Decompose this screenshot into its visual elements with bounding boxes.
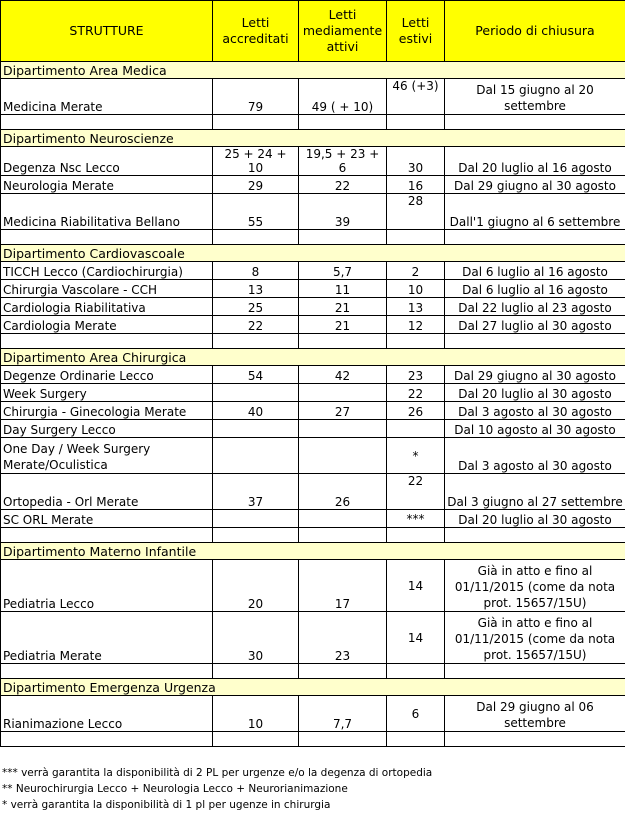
cell-accreditati: 30: [213, 612, 299, 664]
cell-name: Neurologia Merate: [1, 176, 213, 194]
cell-estivi: *: [387, 438, 445, 474]
spacer-row: [1, 528, 625, 543]
cell-name: Degenza Nsc Lecco: [1, 147, 213, 176]
table-row: [1, 194, 625, 230]
cell-periodo: Dall'1 giugno al 6 settembre: [445, 194, 625, 230]
footnote-triple-star: *** verrà garantita la disponibilità di 2 PL per urgenze e/o la degenza di ortopedia: [2, 767, 433, 779]
cell-attivi: 17: [299, 560, 387, 612]
cell-accreditati: 37: [213, 474, 299, 510]
cell-estivi: 12: [387, 316, 445, 334]
cell-accreditati: [213, 384, 299, 402]
cell-attivi: 11: [299, 280, 387, 298]
cell-name: Ortopedia - Orl Merate: [1, 474, 213, 510]
cell-attivi: [299, 510, 387, 528]
cell-periodo: Dal 20 luglio al 30 agosto: [445, 384, 625, 402]
cell-attivi: [299, 438, 387, 474]
cell-accreditati: 25: [213, 298, 299, 316]
table-row: [1, 510, 625, 528]
table-row: [1, 560, 625, 612]
table-row: [1, 280, 625, 298]
table-row: [1, 402, 625, 420]
cell-attivi: 21: [299, 298, 387, 316]
cell-estivi: 46 (+3): [387, 79, 445, 115]
cell-estivi: 22: [387, 474, 445, 510]
cell-periodo: Dal 29 giugno al 30 agosto: [445, 176, 625, 194]
cell-name: Chirurgia - Ginecologia Merate: [1, 402, 213, 420]
table-row: [1, 366, 625, 384]
spacer-row: [1, 664, 625, 679]
spacer-row: [1, 334, 625, 349]
cell-accreditati: 8: [213, 262, 299, 280]
header-periodo-chiusura: Periodo di chiusura: [445, 1, 625, 62]
cell-estivi: 28: [387, 194, 445, 230]
cell-accreditati: 54: [213, 366, 299, 384]
cell-periodo: Dal 15 giugno al 20 settembre: [445, 79, 625, 115]
cell-accreditati: [213, 420, 299, 438]
cell-name: Rianimazione Lecco: [1, 696, 213, 732]
cell-accreditati: 10: [213, 696, 299, 732]
cell-periodo: Dal 20 luglio al 16 agosto: [445, 147, 625, 176]
dept-materno-infantile: Dipartimento Materno Infantile: [1, 543, 625, 560]
cell-accreditati: 79: [213, 79, 299, 115]
cell-periodo: Dal 29 giugno al 06 settembre: [445, 696, 625, 732]
dept-neuroscienze: Dipartimento Neuroscienze: [1, 130, 625, 147]
cell-estivi: 6: [387, 696, 445, 732]
cell-attivi: 7,7: [299, 696, 387, 732]
cell-attivi: 26: [299, 474, 387, 510]
dept-emergenza-urgenza: Dipartimento Emergenza Urgenza: [1, 679, 625, 696]
cell-attivi: [299, 384, 387, 402]
table-row: [1, 474, 625, 510]
table-row: [1, 147, 625, 176]
cell-name: TICCH Lecco (Cardiochirurgia): [1, 262, 213, 280]
cell-estivi: 10: [387, 280, 445, 298]
dept-row: [1, 349, 625, 366]
cell-attivi: 22: [299, 176, 387, 194]
footnote-double-star: ** Neurochirurgia Lecco + Neurologia Lecco + Neurorianimazione: [2, 783, 348, 795]
cell-periodo: Dal 22 luglio al 23 agosto: [445, 298, 625, 316]
cell-periodo: Dal 10 agosto al 30 agosto: [445, 420, 625, 438]
cell-attivi: 19,5 + 23 + 6: [299, 147, 387, 176]
cell-periodo: Dal 6 luglio al 16 agosto: [445, 262, 625, 280]
table-row: [1, 316, 625, 334]
cell-name: Degenze Ordinarie Lecco: [1, 366, 213, 384]
spacer-row: [1, 115, 625, 130]
cell-estivi: [387, 420, 445, 438]
cell-periodo: Dal 27 luglio al 30 agosto: [445, 316, 625, 334]
cell-attivi: 42: [299, 366, 387, 384]
cell-estivi: 2: [387, 262, 445, 280]
cell-name: Pediatria Lecco: [1, 560, 213, 612]
cell-attivi: 21: [299, 316, 387, 334]
table-row: [1, 612, 625, 664]
table-row: [1, 176, 625, 194]
table-row: [1, 696, 625, 732]
cell-name: Week Surgery: [1, 384, 213, 402]
cell-estivi: 23: [387, 366, 445, 384]
cell-attivi: 39: [299, 194, 387, 230]
cell-accreditati: 55: [213, 194, 299, 230]
table-row: [1, 298, 625, 316]
cell-name: Pediatria Merate: [1, 612, 213, 664]
dept-row: [1, 245, 625, 262]
cell-periodo: Già in atto e fino al 01/11/2015 (come da nota prot. 15657/15U): [445, 612, 625, 664]
spacer-row: [1, 230, 625, 245]
cell-periodo: Dal 3 agosto al 30 agosto: [445, 402, 625, 420]
cell-name: SC ORL Merate: [1, 510, 213, 528]
dept-area-chirurgica: Dipartimento Area Chirurgica: [1, 349, 625, 366]
dept-row: [1, 679, 625, 696]
cell-estivi: ***: [387, 510, 445, 528]
cell-periodo: Dal 29 giugno al 30 agosto: [445, 366, 625, 384]
cell-name: Chirurgia Vascolare - CCH: [1, 280, 213, 298]
cell-attivi: 27: [299, 402, 387, 420]
footnotes: [2, 765, 432, 813]
table-row: [1, 384, 625, 402]
header-strutture: STRUTTURE: [1, 1, 213, 62]
cell-estivi: 13: [387, 298, 445, 316]
table-row: [1, 438, 625, 474]
spacer-row: [1, 732, 625, 747]
cell-name: One Day / Week Surgery Merate/Oculistica: [1, 438, 213, 474]
dept-area-medica: Dipartimento Area Medica: [1, 62, 625, 79]
cell-attivi: [299, 420, 387, 438]
cell-name: Medicina Riabilitativa Bellano: [1, 194, 213, 230]
cell-periodo: Già in atto e fino al 01/11/2015 (come da nota prot. 15657/15U): [445, 560, 625, 612]
cell-periodo: Dal 3 agosto al 30 agosto: [445, 438, 625, 474]
cell-estivi: 14: [387, 612, 445, 664]
dept-row: [1, 543, 625, 560]
cell-name: Cardiologia Riabilitativa: [1, 298, 213, 316]
header-letti-attivi: Letti mediamente attivi: [299, 1, 387, 62]
cell-name: Cardiologia Merate: [1, 316, 213, 334]
cell-accreditati: 25 + 24 + 10: [213, 147, 299, 176]
dept-cardiovascoale: Dipartimento Cardiovascoale: [1, 245, 625, 262]
cell-name: Day Surgery Lecco: [1, 420, 213, 438]
cell-estivi: 16: [387, 176, 445, 194]
footnote-single-star: * verrà garantita la disponibilità di 1 pl per ugenze in chirurgia: [2, 799, 331, 811]
cell-accreditati: [213, 438, 299, 474]
table-row: [1, 79, 625, 115]
cell-attivi: 23: [299, 612, 387, 664]
header-row: [1, 1, 625, 62]
cell-estivi: 22: [387, 384, 445, 402]
cell-periodo: Dal 3 giugno al 27 settembre: [445, 474, 625, 510]
cell-estivi: 30: [387, 147, 445, 176]
cell-attivi: 49 ( + 10): [299, 79, 387, 115]
header-letti-accreditati: Letti accreditati: [213, 1, 299, 62]
table-row: [1, 262, 625, 280]
cell-estivi: 14: [387, 560, 445, 612]
cell-periodo: Dal 6 luglio al 16 agosto: [445, 280, 625, 298]
cell-accreditati: [213, 510, 299, 528]
cell-name: Medicina Merate: [1, 79, 213, 115]
cell-accreditati: 40: [213, 402, 299, 420]
cell-accreditati: 22: [213, 316, 299, 334]
header-letti-estivi: Letti estivi: [387, 1, 445, 62]
cell-accreditati: 13: [213, 280, 299, 298]
cell-accreditati: 20: [213, 560, 299, 612]
cell-attivi: 5,7: [299, 262, 387, 280]
table-row: [1, 420, 625, 438]
dept-row: [1, 62, 625, 79]
cell-periodo: Dal 20 luglio al 30 agosto: [445, 510, 625, 528]
cell-estivi: 26: [387, 402, 445, 420]
cell-accreditati: 29: [213, 176, 299, 194]
dept-row: [1, 130, 625, 147]
